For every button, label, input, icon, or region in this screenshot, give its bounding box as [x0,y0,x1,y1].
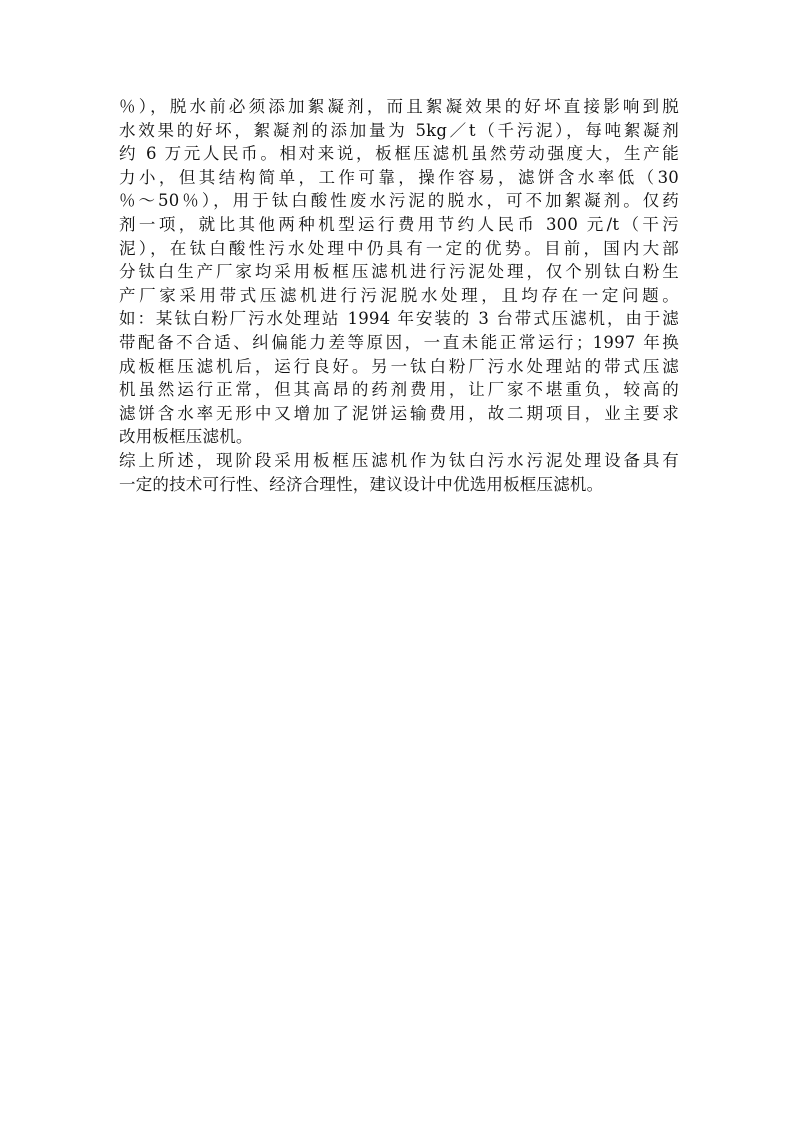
text-line: ％），脱水前必须添加絮凝剂，而且絮凝效果的好坏直接影响到脱 [119,97,679,116]
text-line: 水效果的好坏，絮凝剂的添加量为 5kg／t（千污泥），每吨絮凝剂 [119,120,679,140]
text-line: 如：某钛白粉厂污水处理站 1994 年安装的 3 台带式压滤机，由于滤 [119,309,679,329]
text-line: 泥），在钛白酸性污水处理中仍具有一定的优势。目前，国内大部 [119,238,679,258]
text-line: 产厂家采用带式压滤机进行污泥脱水处理，且均存在一定问题。 [119,285,679,305]
text-line: 综上所述，现阶段采用板框压滤机作为钛白污水污泥处理设备具有 [119,450,679,470]
text-line: 一定的技术可行性、经济合理性，建议设计中优选用板框压滤机。 [119,474,604,494]
text-line: 改用板框压滤机。 [119,427,253,447]
text-line: 机虽然运行正常，但其高昂的药剂费用，让厂家不堪重负，较高的 [119,380,679,400]
text-line: 剂一项，就比其他两种机型运行费用节约人民币 300 元/t（干污 [119,214,679,234]
text-line: 带配备不合适、纠偏能力差等原因，一直未能正常运行；1997 年换 [119,332,679,352]
text-line: 成板框压滤机后，运行良好。另一钛白粉厂污水处理站的带式压滤 [119,356,679,376]
text-line: 滤饼含水率无形中又增加了泥饼运输费用，故二期项目，业主要求 [119,403,679,423]
text-line: ％～50％），用于钛白酸性废水污泥的脱水，可不加絮凝剂。仅药 [119,191,679,211]
body-text [119,95,679,496]
text-line: 分钛白生产厂家均采用板框压滤机进行污泥处理，仅个别钛白粉生 [119,262,679,282]
text-line: 约 6 万元人民币。相对来说，板框压滤机虽然劳动强度大，生产能 [119,144,679,164]
text-line: 力小，但其结构简单，工作可靠，操作容易，滤饼含水率低（30 [119,167,679,187]
